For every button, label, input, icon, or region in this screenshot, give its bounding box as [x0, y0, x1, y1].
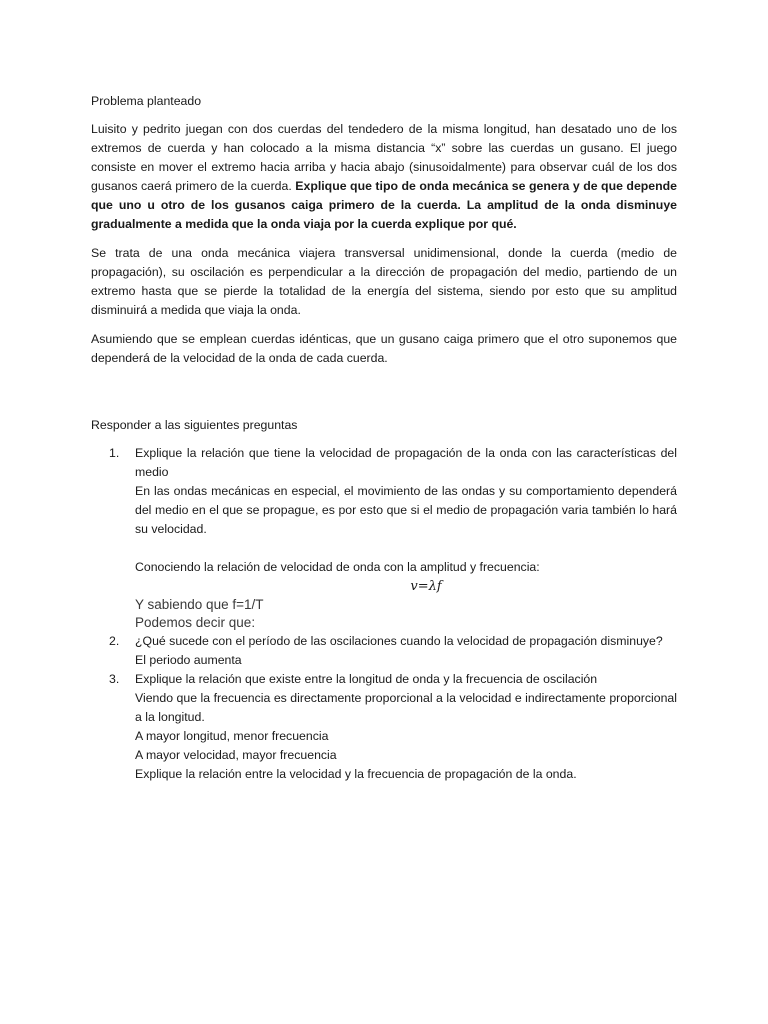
answer-paragraph-2: Asumiendo que se emplean cuerdas idénticas, que un gusano caiga primero que el otro suponemos que dependerá de la velocidad de la onda de cada cuerda.	[91, 332, 677, 365]
answer-line-a: A mayor longitud, menor frecuencia	[135, 729, 329, 743]
question-text: ¿Qué sucede con el período de las oscilaciones cuando la velocidad de propagación disminuye?	[135, 634, 663, 648]
problem-question-bold: Explique que tipo de onda mecánica se genera y de que depende que uno u otro de los gusanos caiga primero de la cuerda. La amplitud de la onda disminuye gradualmente a medida que la onda viaja por la cuerda explique por qué.	[91, 179, 677, 231]
spacer	[135, 539, 677, 558]
problem-heading: Problema planteado	[91, 94, 202, 108]
section-gap	[91, 378, 677, 416]
question-item-2	[91, 632, 677, 670]
answer-text: En las ondas mecánicas en especial, el movimiento de las ondas y su comportamiento dependerá del medio en el que se propague, es por esto que si el medio de propagación varia también lo hará su velocidad.	[135, 484, 677, 536]
question-number: 3.	[109, 672, 120, 686]
answer-line-c: Explique la relación entre la velocidad y la frecuencia de propagación de la onda.	[135, 767, 577, 781]
question-number: 2.	[109, 634, 120, 648]
answer-line-a: Y sabiendo que f=1/T	[135, 597, 264, 612]
questions-heading: Responder a las siguientes preguntas	[91, 418, 298, 432]
answer-extra: Conociendo la relación de velocidad de onda con la amplitud y frecuencia:	[135, 560, 540, 574]
answer-text: Viendo que la frecuencia es directamente proporcional a la velocidad e indirectamente proporcional a la longitud.	[135, 691, 677, 724]
question-item-3	[91, 670, 677, 784]
question-item-1	[91, 444, 677, 632]
answer-text: El periodo aumenta	[135, 653, 242, 667]
answer-line-b: Podemos decir que:	[135, 615, 256, 630]
problem-text: Luisito y pedrito juegan con dos cuerdas del tendedero de la misma longitud, han desatado uno de los extremos de cuerda y han colocado a la misma distancia “x” sobre las cuerdas un gusano. El juego consiste en mover el extremo hacia arriba y hacia abajo (sinusoidalmente) para observar cuál de los dos gusanos caerá primero de la cuerda.	[91, 122, 677, 193]
answer-line-b: A mayor velocidad, mayor frecuencia	[135, 748, 337, 762]
wave-velocity-formula: v=λf	[410, 579, 442, 594]
answer-paragraph-1: Se trata de una onda mecánica viajera transversal unidimensional, donde la cuerda (medio de propagación), su oscilación es perpendicular a la dirección de propagación del medio, partiendo de un extremo hasta que se pierde la totalidad de la energía del sistema, siendo por esto que su amplitud disminuirá a medida que viaja la onda.	[91, 246, 677, 317]
question-text: Explique la relación que existe entre la longitud de onda y la frecuencia de oscilación	[135, 672, 598, 686]
questions-list	[91, 444, 677, 784]
question-number: 1.	[109, 446, 120, 460]
question-text: Explique la relación que tiene la velocidad de propagación de la onda con las características del medio	[135, 446, 677, 479]
problem-statement	[91, 120, 677, 234]
